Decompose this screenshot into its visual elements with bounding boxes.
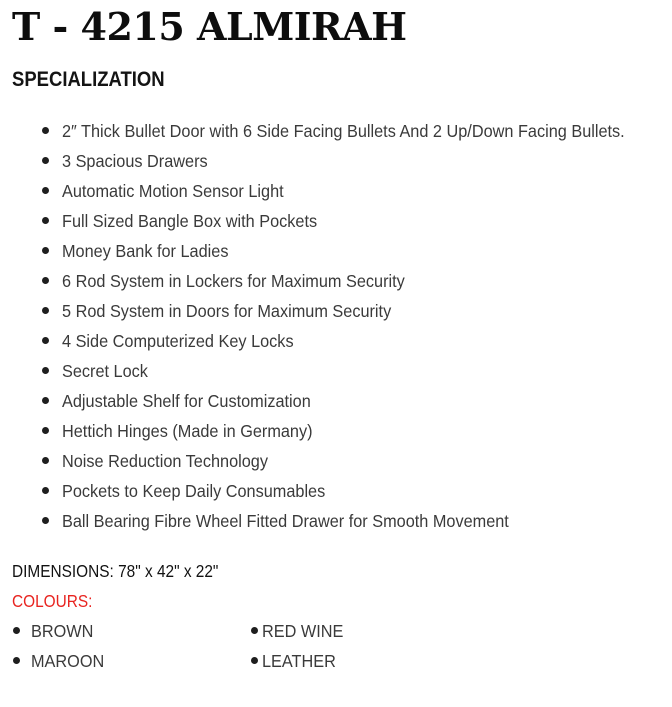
bullet-icon — [42, 517, 49, 524]
list-item-text: 2″ Thick Bullet Door with 6 Side Facing Bullets And 2 Up/Down Facing Bullets. — [62, 121, 625, 141]
bullet-icon — [42, 307, 49, 314]
list-item-text: Hettich Hinges (Made in Germany) — [62, 421, 313, 441]
bullet-icon — [42, 397, 49, 404]
bullet-icon — [42, 487, 49, 494]
list-item-text: 6 Rod System in Lockers for Maximum Security — [62, 271, 405, 291]
list-item-text: Automatic Motion Sensor Light — [62, 181, 284, 201]
colour-label: BROWN — [31, 621, 94, 641]
list-item-text: 4 Side Computerized Key Locks — [62, 331, 294, 351]
bullet-icon — [42, 127, 49, 134]
bullet-icon — [42, 247, 49, 254]
bullet-icon — [42, 337, 49, 344]
list-item-text: Ball Bearing Fibre Wheel Fitted Drawer for Smooth Movement — [62, 511, 509, 531]
list-item — [0, 296, 667, 326]
colour-label: MAROON — [31, 651, 105, 671]
colour-option-leather — [240, 646, 341, 676]
bullet-icon — [42, 187, 49, 194]
list-item — [0, 176, 667, 206]
dimensions-text: DIMENSIONS: 78" x 42" x 22" — [12, 561, 219, 581]
bullet-icon — [42, 217, 49, 224]
list-item-text: Money Bank for Ladies — [62, 241, 229, 261]
bullet-icon — [13, 657, 20, 664]
colour-option-brown — [0, 616, 98, 646]
list-item — [0, 326, 667, 356]
list-item-text: Pockets to Keep Daily Consumables — [62, 481, 326, 501]
colour-label: RED WINE — [262, 621, 344, 641]
bullet-icon — [251, 627, 258, 634]
list-item — [0, 446, 667, 476]
list-item-text: Full Sized Bangle Box with Pockets — [62, 211, 318, 231]
list-item — [0, 416, 667, 446]
feature-list — [0, 116, 667, 536]
list-item-text: Secret Lock — [62, 361, 148, 381]
list-item-text: 3 Spacious Drawers — [62, 151, 208, 171]
bullet-icon — [42, 157, 49, 164]
specialization-heading: SPECIALIZATION — [12, 68, 165, 91]
colour-label: LEATHER — [262, 651, 336, 671]
bullet-icon — [42, 277, 49, 284]
colour-option-red-wine — [240, 616, 350, 646]
list-item — [0, 116, 667, 146]
list-item — [0, 146, 667, 176]
list-item-text: 5 Rod System in Doors for Maximum Security — [62, 301, 392, 321]
bullet-icon — [42, 457, 49, 464]
colours-heading: COLOURS: — [12, 591, 93, 611]
list-item-text: Adjustable Shelf for Customization — [62, 391, 311, 411]
list-item — [0, 206, 667, 236]
list-item — [0, 386, 667, 416]
list-item-text: Noise Reduction Technology — [62, 451, 268, 471]
list-item — [0, 506, 667, 536]
list-item — [0, 236, 667, 266]
list-item — [0, 356, 667, 386]
bullet-icon — [13, 627, 20, 634]
list-item — [0, 476, 667, 506]
list-item — [0, 266, 667, 296]
bullet-icon — [251, 657, 258, 664]
bullet-icon — [42, 427, 49, 434]
bullet-icon — [42, 367, 49, 374]
colour-option-maroon — [0, 646, 110, 676]
product-title: T - 4215 ALMIRAH — [12, 4, 407, 49]
